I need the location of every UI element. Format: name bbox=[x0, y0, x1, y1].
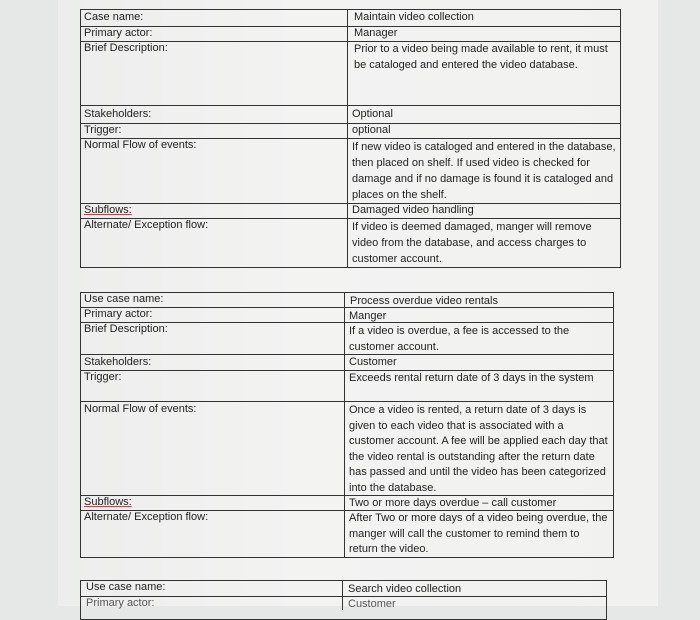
label-normal-flow: Normal Flow of events: bbox=[84, 139, 197, 151]
value-subflows: Two or more days overdue – call customer bbox=[349, 497, 557, 509]
label-normal-flow: Normal Flow of events: bbox=[84, 403, 197, 415]
label-case-name: Case name: bbox=[84, 11, 144, 23]
value-case-name: Maintain video collection bbox=[354, 11, 474, 23]
value-case-name: Search video collection bbox=[348, 583, 462, 595]
label-trigger: Trigger: bbox=[84, 124, 122, 136]
label-stakeholders: Stakeholders: bbox=[84, 108, 152, 120]
label-primary-actor: Primary actor: bbox=[84, 27, 153, 39]
value-normal-flow: Once a video is rented, a return date of 3 days is given to each video that is associated with a customer account. A fee will be applied each day that the video rental is outstanding after the return date has passed and until the video has been categorized into the database. bbox=[349, 404, 608, 494]
value-alternate-flow: After Two or more days of a video being overdue, the manger will call the customer to remind them to return the video. bbox=[349, 512, 608, 555]
label-trigger: Trigger: bbox=[84, 371, 122, 383]
label-primary-actor: Primary actor: bbox=[84, 308, 153, 320]
value-subflows: Damaged video handling bbox=[352, 204, 474, 216]
value-primary-actor: Manager bbox=[354, 27, 398, 39]
label-subflows: Subflows: bbox=[84, 496, 132, 508]
label-primary-actor: Primary actor: bbox=[86, 597, 155, 609]
label-use-case-name: Use case name: bbox=[86, 581, 166, 593]
value-stakeholders: Optional bbox=[352, 108, 393, 120]
value-stakeholders: Customer bbox=[349, 356, 397, 368]
label-alternate-flow: Alternate/ Exception flow: bbox=[84, 219, 209, 231]
value-brief-description: Prior to a video being made available to rent, it must be cataloged and entered the video database. bbox=[354, 43, 608, 71]
value-trigger: optional bbox=[352, 124, 391, 136]
value-normal-flow: If new video is cataloged and entered in the database, then placed on shelf. If used video is checked for damage and if no damage is found it is cataloged and places on the shelf. bbox=[352, 141, 616, 201]
value-alternate-flow: If video is deemed damaged, manger will remove video from the database, and access charges to customer account. bbox=[352, 221, 592, 265]
value-primary-actor: Manger bbox=[349, 310, 387, 322]
label-stakeholders: Stakeholders: bbox=[84, 356, 152, 368]
label-use-case-name: Use case name: bbox=[84, 293, 164, 305]
label-brief-description: Brief Description: bbox=[84, 323, 168, 335]
label-subflows: Subflows: bbox=[84, 204, 132, 216]
value-trigger: Exceeds rental return date of 3 days in the system bbox=[349, 372, 594, 384]
value-case-name: Process overdue video rentals bbox=[350, 295, 498, 307]
label-alternate-flow: Alternate/ Exception flow: bbox=[84, 511, 209, 523]
value-brief-description: If a video is overdue, a fee is accessed to the customer account. bbox=[349, 325, 570, 353]
label-brief-description: Brief Description: bbox=[84, 42, 168, 54]
value-primary-actor: Customer bbox=[348, 598, 396, 610]
